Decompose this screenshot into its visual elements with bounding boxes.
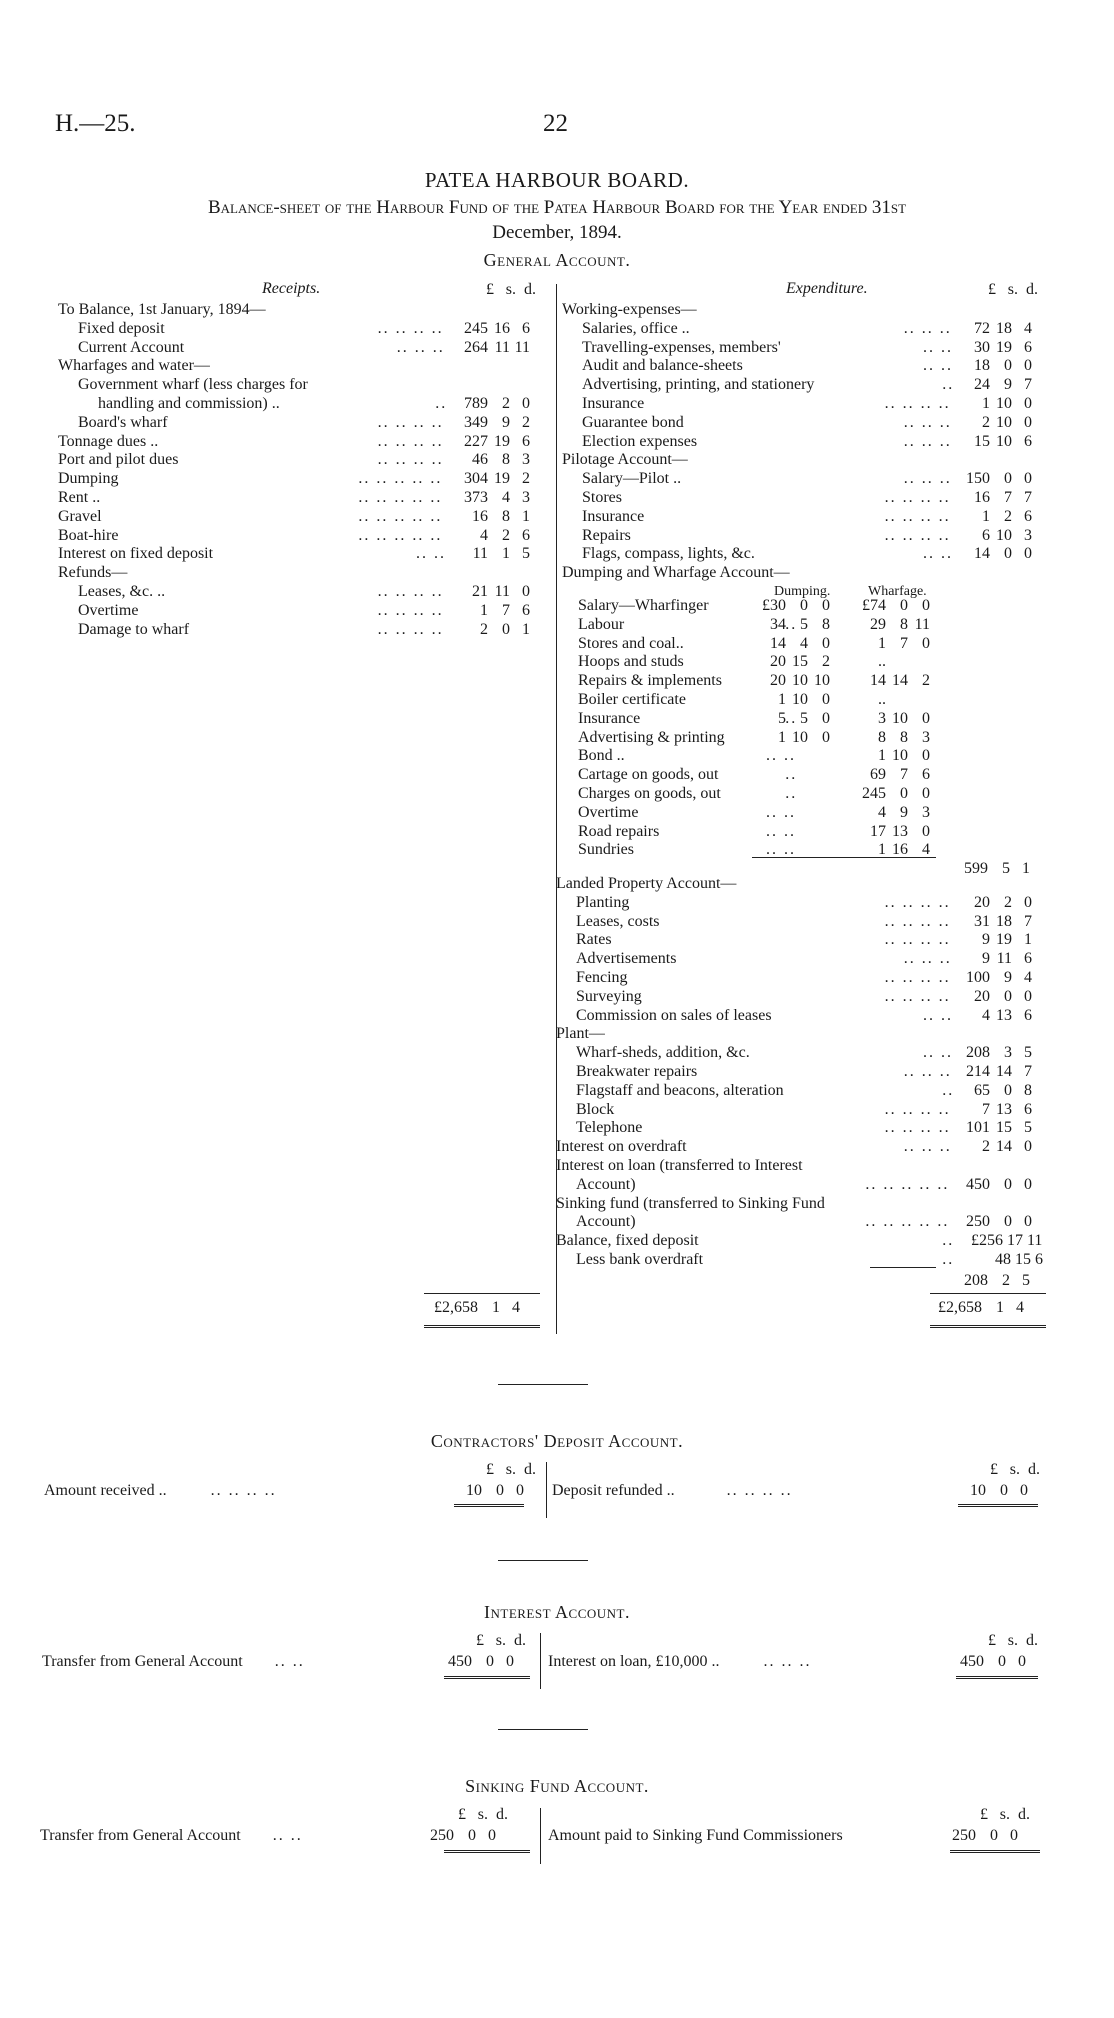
receipt-row-amount: 11 1 5 xyxy=(472,545,530,563)
receipt-row-amount: 46 8 3 xyxy=(472,451,530,469)
expenditure2-row-label: Sinking fund (transferred to Sinking Fund xyxy=(556,1194,825,1212)
expenditure2-row-amount: 101 15 5 xyxy=(966,1119,1032,1137)
expenditure-row-leader: .. .. .. xyxy=(903,413,952,431)
receipt-row-label: Fixed deposit xyxy=(78,319,165,337)
expenditure-total: £2,658 1 4 xyxy=(938,1299,1024,1316)
dumping-row-label: Salary—Wharfinger xyxy=(578,597,709,614)
receipt-row-leader: .. .. .. .. xyxy=(377,319,444,337)
expenditure2-row-amount: 100 9 4 xyxy=(966,969,1032,986)
dumping-amount xyxy=(752,784,830,803)
dumping-row-label: Charges on goods, out xyxy=(578,785,721,802)
receipt-row-label: Damage to wharf xyxy=(78,620,190,638)
receipt-row-leader: .. .. .. .. .. xyxy=(358,470,443,488)
dumping-amount: 5 5 0 xyxy=(778,709,830,727)
expenditure-row-amount: 16 7 7 xyxy=(974,489,1032,506)
receipt-row-amount: 227 19 6 xyxy=(464,432,530,450)
interest-left-rule xyxy=(444,1676,530,1679)
dumping-row-label: Hoops and studs xyxy=(578,653,684,671)
general-divider xyxy=(556,284,557,1334)
receipts-total-rule xyxy=(424,1293,540,1294)
expenditure2-row-leader: .. .. .. .. xyxy=(884,912,951,930)
dumping-amount: 20 10 10 xyxy=(770,672,830,690)
sinking-right-label: Amount paid to Sinking Fund Commissioners xyxy=(548,1827,843,1844)
expenditure2-row-leader: .. .. .. .. xyxy=(884,987,951,1005)
wharfage-amount: 245 0 0 xyxy=(862,785,930,802)
sinking-left-rule xyxy=(444,1850,530,1853)
expenditure2-row-amount: 31 18 7 xyxy=(974,912,1032,930)
expenditure2-row-leader: .. .. .. xyxy=(903,950,952,968)
dumping-amount: 1 10 0 xyxy=(778,728,830,746)
receipt-row-leader: .. xyxy=(435,395,448,412)
expenditure2-row-label: Rates xyxy=(576,931,612,949)
dumping-row-label: Cartage on goods, out xyxy=(578,766,719,784)
wharfage-amount: 4 9 3 xyxy=(878,803,930,821)
dumping-amount xyxy=(752,822,830,841)
expenditure-row-amount: 24 9 7 xyxy=(974,376,1032,394)
receipt-row-label: To Balance, 1st January, 1894— xyxy=(58,301,266,318)
expenditure-row-label: Stores xyxy=(582,489,622,506)
expenditure2-row-inner-amount: 48 15 6 xyxy=(995,1251,1043,1268)
subtitle-line-1: Balance-sheet of the Harbour Fund of the Patea Harbour Board for the Year ended 31st xyxy=(207,197,907,218)
dumping-row-leader: .. .. xyxy=(766,803,796,821)
expenditure-row-amount: 14 0 0 xyxy=(974,545,1032,563)
page-title: PATEA HARBOUR BOARD. xyxy=(424,168,690,192)
receipt-row-label: Wharfages and water— xyxy=(58,357,210,375)
expenditure-row-label: Election expenses xyxy=(582,432,698,450)
expenditure-row-leader: .. xyxy=(942,376,955,394)
balance-total-amount: 208 2 5 xyxy=(964,1271,1030,1289)
expenditure2-row-leader: .. .. .. xyxy=(903,1138,952,1156)
expenditure-row-amount: 18 0 0 xyxy=(974,357,1032,375)
dumping-row-leader: .. xyxy=(785,615,798,633)
expenditure2-row-label: Leases, costs xyxy=(576,912,660,930)
receipt-row-leader: .. .. .. xyxy=(396,338,445,356)
expenditure2-row-leader: .. .. .. .. xyxy=(884,1119,951,1137)
expenditure-row-label: Pilotage Account— xyxy=(562,451,688,469)
expenditure2-row-leader: .. .. .. .. xyxy=(884,893,951,911)
wharfage-amount: 17 13 0 xyxy=(870,822,930,840)
dumping-amount xyxy=(752,746,830,765)
expenditure2-row-label: Fencing xyxy=(576,969,628,986)
subtitle-line-2: December, 1894. xyxy=(492,222,622,243)
expenditure2-row-inner-amount: £256 17 11 xyxy=(971,1232,1043,1250)
expenditure-currency-header: £ s. d. xyxy=(988,281,1038,298)
receipt-row-leader: .. .. .. .. xyxy=(377,413,444,431)
wharfage-amount: 1 10 0 xyxy=(878,747,930,765)
dumping-total-amount: 599 5 1 xyxy=(964,860,1030,878)
dumping-subtotal-rule xyxy=(752,857,936,858)
expenditure2-row-leader: .. xyxy=(942,1232,955,1250)
wharfage-amount: 1 7 0 xyxy=(878,634,930,652)
interest-heading: Interest Account. xyxy=(484,1602,630,1622)
expenditure-row-label: Salary—Pilot .. xyxy=(582,470,682,488)
expenditure-row-leader: .. .. .. xyxy=(903,432,952,450)
wharfage-amount: 14 14 2 xyxy=(870,672,930,690)
dumping-row-leader: .. xyxy=(785,709,798,727)
expenditure2-row-label: Breakwater repairs xyxy=(576,1063,698,1080)
balance-sub-rule xyxy=(870,1267,936,1268)
receipt-row-label: Overtime xyxy=(78,601,139,619)
expenditure2-row-label: Less bank overdraft xyxy=(576,1251,704,1268)
expenditure-row-leader: .. .. xyxy=(923,357,953,375)
expenditure-total-double-rule xyxy=(930,1325,1046,1328)
receipt-row-amount: 4 2 6 xyxy=(480,526,530,544)
expenditure-row-label: Advertising, printing, and stationery xyxy=(582,376,815,394)
expenditure-row-amount: 6 10 3 xyxy=(982,526,1032,544)
expenditure2-row-amount: 9 11 6 xyxy=(982,950,1032,968)
receipt-row-label: Current Account xyxy=(78,338,185,356)
receipt-row-amount: 2 0 1 xyxy=(480,620,530,638)
dumping-row-label: Overtime xyxy=(578,803,639,821)
dumping-row-leader: .. .. xyxy=(766,822,796,840)
receipt-row-leader: .. .. xyxy=(416,545,446,563)
expenditure2-row-amount: 450 0 0 xyxy=(966,1175,1032,1193)
expenditure2-row-label: Flagstaff and beacons, alteration xyxy=(576,1081,784,1099)
contractors-right-label: Deposit refunded .. .. .. .. .. xyxy=(552,1482,793,1499)
interest-right-amount: 450 0 0 xyxy=(960,1653,1026,1670)
dumping-amount: £30 0 0 xyxy=(762,597,830,614)
expenditure2-row-leader: .. xyxy=(942,1251,955,1268)
receipt-row-label: Rent .. xyxy=(58,489,101,506)
receipt-row-label: Tonnage dues .. xyxy=(58,432,159,450)
wharfage-amount: .. xyxy=(878,653,886,671)
sinking-right-amount: 250 0 0 xyxy=(952,1827,1018,1844)
expenditure2-row-label: Balance, fixed deposit xyxy=(556,1232,699,1250)
sinking-heading: Sinking Fund Account. xyxy=(465,1776,649,1796)
expenditure2-row-label: Landed Property Account— xyxy=(556,875,737,892)
expenditure-row-amount: 150 0 0 xyxy=(966,470,1032,488)
expenditure2-row-label: Wharf-sheds, addition, &c. xyxy=(576,1044,750,1062)
general-account-heading: General Account. xyxy=(483,250,631,270)
expenditure-row-leader: .. .. .. .. xyxy=(884,395,951,412)
dumping-amount: 20 15 2 xyxy=(770,653,830,671)
expenditure2-row-leader: .. .. .. .. .. xyxy=(865,1213,950,1231)
expenditure2-row-leader: .. .. xyxy=(923,1006,953,1024)
expenditure2-row-label: Account) xyxy=(576,1213,636,1231)
receipt-row-leader: .. .. .. .. xyxy=(377,451,444,469)
expenditure2-row-label: Block xyxy=(576,1100,615,1118)
expenditure2-row-label: Interest on loan (transferred to Interest xyxy=(556,1157,803,1174)
dumping-row-label: Stores and coal.. xyxy=(578,634,684,652)
receipt-row-leader: .. .. .. .. xyxy=(377,432,444,450)
expenditure-row-amount: 1 10 0 xyxy=(982,395,1032,412)
contractors-left-label: Amount received .. .. .. .. .. xyxy=(44,1482,277,1499)
dumping-row-label: Insurance xyxy=(578,709,641,727)
receipt-row-amount: 349 9 2 xyxy=(464,413,530,431)
receipt-row-label: Leases, &c. .. xyxy=(78,583,166,600)
expenditure-row-label: Working-expenses— xyxy=(562,301,697,318)
dumping-amount: 1 10 0 xyxy=(778,691,830,708)
receipt-row-label: Government wharf (less charges for xyxy=(78,376,308,394)
expenditure2-row-amount: 250 0 0 xyxy=(966,1213,1032,1231)
interest-left-label: Transfer from General Account .. .. xyxy=(42,1653,305,1670)
expenditure-row-amount: 30 19 6 xyxy=(974,338,1032,356)
expenditure-row-label: Guarantee bond xyxy=(582,413,684,431)
expenditure-row-amount: 15 10 6 xyxy=(974,432,1032,450)
sinking-left-label: Transfer from General Account .. .. xyxy=(40,1827,303,1844)
receipts-currency-header: £ s. d. xyxy=(486,281,536,298)
sinking-left-amount: 250 0 0 xyxy=(430,1827,496,1844)
expenditure-row-label: Salaries, office .. xyxy=(582,319,690,337)
contractors-heading: Contractors' Deposit Account. xyxy=(430,1431,684,1451)
wharfage-amount: 29 8 11 xyxy=(870,615,930,633)
expenditure-total-rule xyxy=(930,1293,1046,1294)
expenditure-heading: Expenditure. xyxy=(786,280,868,297)
expenditure2-row-label: Advertisements xyxy=(576,950,677,968)
expenditure-row-leader: .. .. .. xyxy=(903,470,952,488)
expenditure2-row-amount: 2 14 0 xyxy=(982,1138,1032,1156)
receipts-total: £2,658 1 4 xyxy=(434,1299,520,1316)
dumping-col-head: Dumping. xyxy=(774,584,831,599)
expenditure2-row-amount: 20 2 0 xyxy=(974,893,1032,911)
expenditure-row-leader: .. .. .. xyxy=(903,319,952,337)
dumping-row-label: Repairs & implements xyxy=(578,672,722,690)
wharfage-amount: 69 7 6 xyxy=(870,766,930,784)
section-separator xyxy=(498,1384,588,1385)
dumping-amount: 34 5 8 xyxy=(770,615,830,633)
expenditure2-row-amount: 214 14 7 xyxy=(966,1063,1032,1080)
receipt-row-amount: 373 4 3 xyxy=(464,489,530,506)
expenditure-row-leader: .. .. xyxy=(923,545,953,563)
expenditure-row-label: Audit and balance-sheets xyxy=(582,357,743,375)
receipt-row-amount: 304 19 2 xyxy=(464,470,530,488)
receipt-row-label: Interest on fixed deposit xyxy=(58,545,214,563)
contractors-right-amount: 10 0 0 xyxy=(970,1482,1028,1499)
receipt-row-amount: 21 11 0 xyxy=(472,583,530,600)
expenditure-row-label: Repairs xyxy=(582,526,631,544)
expenditure-row-amount: 1 2 6 xyxy=(982,507,1032,525)
receipts-total-double-rule xyxy=(424,1325,540,1328)
receipts-heading: Receipts. xyxy=(262,280,321,297)
expenditure2-row-label: Plant— xyxy=(556,1025,605,1043)
dumping-row-leader: .. .. xyxy=(766,841,796,859)
interest-right-rule xyxy=(956,1676,1038,1679)
wharfage-amount: £74 0 0 xyxy=(862,597,930,614)
expenditure2-row-amount: 65 0 8 xyxy=(974,1081,1032,1099)
expenditure2-row-amount: 20 0 0 xyxy=(974,987,1032,1005)
section-separator-3 xyxy=(498,1729,588,1730)
expenditure-row-label: Insurance xyxy=(582,395,645,412)
expenditure-row-leader: .. .. .. .. xyxy=(884,507,951,525)
wharfage-amount: 8 8 3 xyxy=(878,728,930,746)
interest-right-label: Interest on loan, £10,000 .. .. .. .. xyxy=(548,1653,812,1670)
receipt-row-label: Refunds— xyxy=(58,564,128,582)
dumping-amount: 14 4 0 xyxy=(770,634,830,652)
expenditure2-row-amount: 7 13 6 xyxy=(982,1100,1032,1118)
dumping-amount xyxy=(752,803,830,822)
section-separator-2 xyxy=(498,1560,588,1561)
receipt-row-leader: .. .. .. .. .. xyxy=(358,507,443,525)
sinking-divider xyxy=(540,1808,541,1864)
interest-right-currency-header: £ s. d. xyxy=(988,1632,1038,1649)
receipt-row-leader: .. .. .. .. xyxy=(377,601,444,619)
dumping-row-leader: .. xyxy=(785,766,798,784)
receipt-row-label: Dumping xyxy=(58,470,119,488)
expenditure2-row-label: Commission on sales of leases xyxy=(576,1006,772,1024)
expenditure2-row-leader: .. xyxy=(942,1081,955,1099)
sinking-right-rule xyxy=(950,1850,1040,1853)
expenditure2-row-amount: 9 19 1 xyxy=(982,931,1032,949)
wharfage-amount: 1 16 4 xyxy=(878,841,930,859)
dumping-row-label: Advertising & printing xyxy=(578,728,725,746)
dumping-row-label: Labour xyxy=(578,615,625,633)
wharfage-amount: .. xyxy=(878,691,886,708)
expenditure-row-amount: 72 18 4 xyxy=(974,319,1032,337)
dumping-row-label: Road repairs xyxy=(578,822,660,840)
expenditure2-row-leader: .. .. .. .. .. xyxy=(865,1175,950,1193)
sinking-right-currency-header: £ s. d. xyxy=(980,1806,1030,1823)
contractors-left-currency-header: £ s. d. xyxy=(486,1461,536,1478)
expenditure-row-leader: .. .. .. .. xyxy=(884,526,951,544)
expenditure-row-label: Travelling-expenses, members' xyxy=(582,338,781,356)
expenditure2-row-leader: .. .. .. .. xyxy=(884,969,951,986)
expenditure-row-leader: .. .. .. .. xyxy=(884,489,951,506)
receipt-row-amount: 245 16 6 xyxy=(464,319,530,337)
receipt-row-leader: .. .. .. .. xyxy=(377,620,444,638)
expenditure-row-label: Flags, compass, lights, &c. xyxy=(582,545,755,563)
dumping-amount xyxy=(752,765,830,784)
dumping-row-leader: .. xyxy=(785,785,798,802)
expenditure-row-leader: .. .. xyxy=(923,338,953,356)
sinking-left-currency-header: £ s. d. xyxy=(458,1806,508,1823)
receipt-row-label: handling and commission) .. xyxy=(98,395,280,412)
receipt-row-amount: 1 7 6 xyxy=(480,601,530,619)
receipt-row-label: Gravel xyxy=(58,507,102,525)
contractors-right-rule xyxy=(958,1504,1038,1507)
receipt-row-leader: .. .. .. .. .. xyxy=(358,526,443,544)
interest-left-amount: 450 0 0 xyxy=(448,1653,514,1670)
receipt-row-leader: .. .. .. .. xyxy=(377,583,444,600)
expenditure2-row-amount: 4 13 6 xyxy=(982,1006,1032,1024)
wharfage-col-head: Wharfage. xyxy=(868,584,927,599)
wharfage-amount: 3 10 0 xyxy=(878,709,930,727)
page-number: 22 xyxy=(543,110,568,137)
expenditure-row-amount: 2 10 0 xyxy=(982,413,1032,431)
receipt-row-amount: 16 8 1 xyxy=(472,507,530,525)
receipt-row-amount: 789 2 0 xyxy=(464,395,530,412)
receipt-row-label: Board's wharf xyxy=(78,413,168,431)
dumping-row-label: Sundries xyxy=(578,841,634,859)
dumping-row-leader: .. .. xyxy=(766,747,796,765)
contractors-divider xyxy=(546,1462,547,1518)
contractors-left-rule xyxy=(454,1504,524,1507)
contractors-right-currency-header: £ s. d. xyxy=(990,1461,1040,1478)
page-reference: H.—25. xyxy=(55,110,136,137)
receipt-row-label: Port and pilot dues xyxy=(58,451,179,469)
interest-divider xyxy=(540,1633,541,1689)
expenditure2-row-amount: 208 3 5 xyxy=(966,1044,1032,1062)
receipt-row-leader: .. .. .. .. .. xyxy=(358,489,443,506)
contractors-left-amount: 10 0 0 xyxy=(466,1482,524,1499)
expenditure2-row-label: Telephone xyxy=(576,1119,643,1137)
receipt-row-label: Boat-hire xyxy=(58,526,119,544)
expenditure2-row-leader: .. .. .. .. xyxy=(884,931,951,949)
expenditure-row-label: Dumping and Wharfage Account— xyxy=(562,564,790,582)
expenditure2-row-leader: .. .. .. xyxy=(903,1063,952,1080)
expenditure2-row-leader: .. .. .. .. xyxy=(884,1100,951,1118)
dumping-row-label: Boiler certificate xyxy=(578,691,686,708)
expenditure2-row-label: Interest on overdraft xyxy=(556,1138,687,1156)
expenditure2-row-label: Planting xyxy=(576,893,630,911)
expenditure2-row-leader: .. .. xyxy=(923,1044,953,1062)
interest-left-currency-header: £ s. d. xyxy=(476,1632,526,1649)
expenditure2-row-label: Account) xyxy=(576,1175,636,1193)
dumping-row-label: Bond .. xyxy=(578,747,625,765)
expenditure-row-label: Insurance xyxy=(582,507,645,525)
expenditure2-row-label: Surveying xyxy=(576,987,642,1005)
receipt-row-amount: 264 11 11 xyxy=(464,338,530,356)
